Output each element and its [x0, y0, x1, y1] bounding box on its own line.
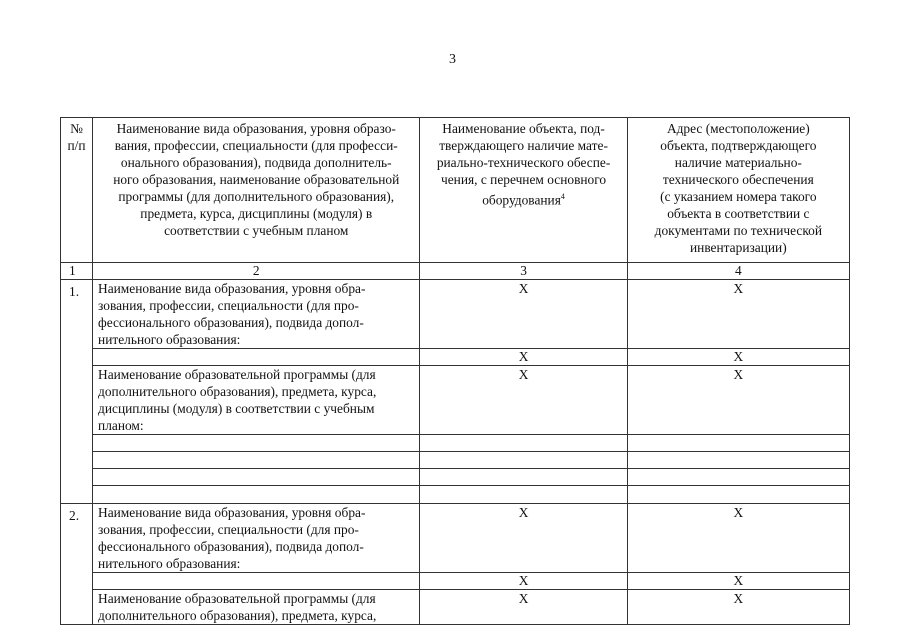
education-level-cell: Наименование вида образования, уровня обра- зования, профессии, специальности (для про- фессионального образования), подвида допол- нительного образования:	[93, 280, 420, 349]
mark-cell: Х	[420, 573, 627, 590]
empty-cell	[627, 486, 849, 504]
mark-cell: Х	[420, 366, 627, 435]
program-name-cell: Наименование образовательной программы (для дополнительного образования), предмета, курса, дисциплины (модуля) в соответствии с учебным планом:	[93, 366, 420, 435]
empty-cell	[420, 469, 627, 486]
mark-cell: Х	[627, 366, 849, 435]
table-row	[61, 504, 850, 573]
table-row	[61, 486, 850, 504]
mark-cell: Х	[627, 280, 849, 349]
mark-cell: Х	[627, 590, 849, 625]
empty-cell	[93, 349, 420, 366]
empty-cell	[93, 452, 420, 469]
header-number: № п/п	[61, 118, 93, 263]
section-index: 2.	[61, 504, 93, 625]
empty-cell	[420, 486, 627, 504]
empty-cell	[93, 486, 420, 504]
empty-cell	[420, 435, 627, 452]
empty-cell	[627, 452, 849, 469]
footnote-marker: 4	[560, 192, 565, 201]
column-number-row	[61, 263, 850, 280]
mark-cell: Х	[420, 349, 627, 366]
header-object-name-text: Наименование объекта, под- тверждающего наличие мате- риально-технического обеспе- чения, с перечнем основного оборудования	[436, 121, 611, 208]
mark-cell: Х	[627, 573, 849, 590]
table-row	[61, 469, 850, 486]
page-number: 3	[449, 52, 456, 67]
mark-cell: Х	[420, 280, 627, 349]
mark-cell: Х	[627, 504, 849, 573]
mark-cell: Х	[420, 504, 627, 573]
mark-cell: Х	[627, 349, 849, 366]
table-row	[61, 590, 850, 625]
header-object-address: Адрес (местоположение) объекта, подтверждающего наличие материально- технического обеспечения (с указанием номера такого объекта в соответствии с документами по технической инвентаризации)	[627, 118, 849, 263]
column-number-2: 2	[93, 263, 420, 280]
empty-cell	[627, 469, 849, 486]
empty-cell	[93, 435, 420, 452]
material-support-table	[60, 117, 850, 625]
empty-cell	[93, 469, 420, 486]
section-index: 1.	[61, 280, 93, 504]
empty-cell	[627, 435, 849, 452]
mark-cell: Х	[420, 590, 627, 625]
header-program-name: Наименование вида образования, уровня образо- вания, профессии, специальности (для професси- онального образования), подвида дополнитель- ного образования, наименование образовательной программы (для дополнительного образования), предмета, курса, дисциплины (модуля) в соответствии с учебным планом	[93, 118, 420, 263]
table-row	[61, 452, 850, 469]
table-row	[61, 280, 850, 349]
empty-cell	[93, 573, 420, 590]
table-header-row	[61, 118, 850, 263]
empty-cell	[420, 452, 627, 469]
column-number-3: 3	[420, 263, 627, 280]
program-name-cell: Наименование образовательной программы (для дополнительного образования), предмета, курса,	[93, 590, 420, 625]
table-row	[61, 366, 850, 435]
column-number-1: 1	[61, 263, 93, 280]
education-level-cell: Наименование вида образования, уровня обра- зования, профессии, специальности (для про- фессионального образования), подвида допол- нительного образования:	[93, 504, 420, 573]
header-object-name	[420, 118, 627, 263]
table-row	[61, 573, 850, 590]
column-number-4: 4	[627, 263, 849, 280]
table-row	[61, 349, 850, 366]
table-row	[61, 435, 850, 452]
